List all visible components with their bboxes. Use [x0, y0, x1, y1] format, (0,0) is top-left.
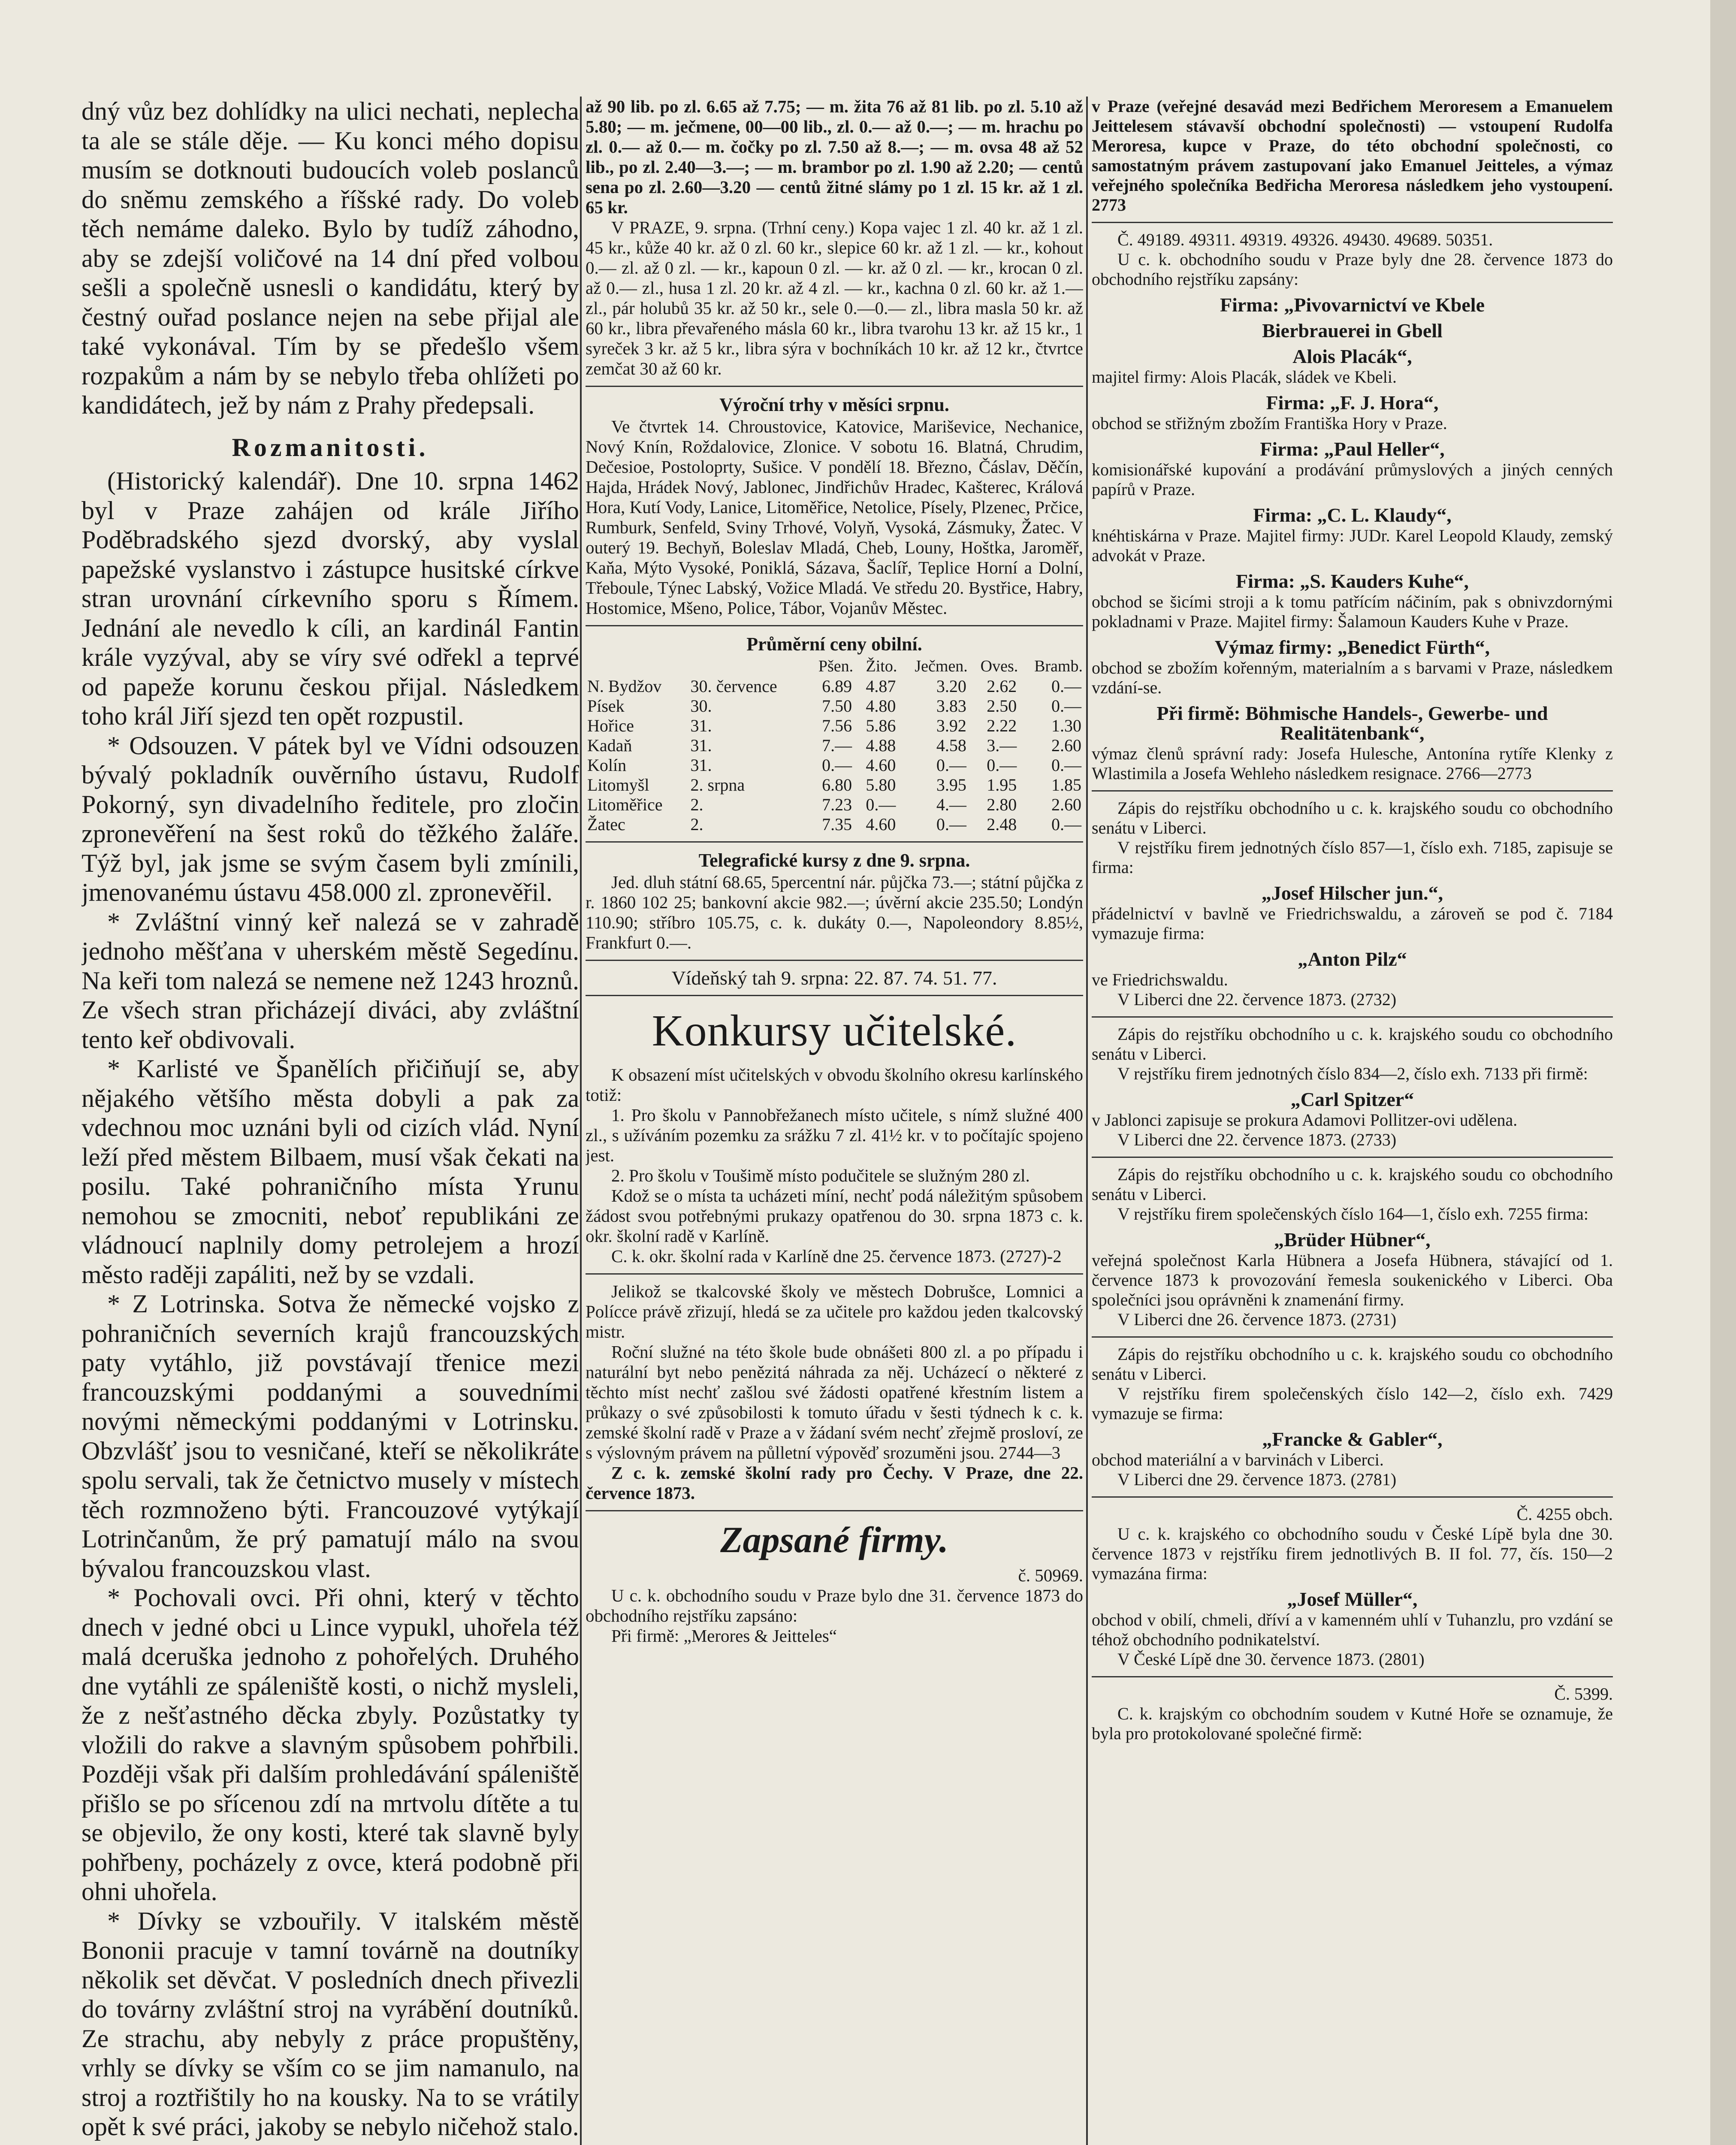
firm-name: „Josef Hilscher jun.“,	[1261, 882, 1443, 904]
table-cell: 2.48	[987, 815, 1017, 834]
table-row	[586, 755, 1083, 775]
article-paragraph: * Z Lotrinska. Sotva že německé vojsko z pohraničních severních krajů francouzských paty vytáhlo, již povstávají třenice mezi francouzskými poddanými a souvedními novými německými poddanými v Lotrinsku. Obzvlášť jsou to vesničané, kteří se několikráte spolu servali, tak že četnictvo musely v místech těch rozmnoženo býti. Francouzové vytýkají Lotrinčanům, že prý pamatují málo na svou bývalou francouzskou vlast.	[82, 1290, 579, 1583]
notice-paragraph: Z c. k. zemské školní rady pro Čechy. V Praze, dne 22. července 1873.	[586, 1463, 1083, 1503]
table-cell: 2.62	[987, 677, 1017, 696]
table-cell: 0.—	[936, 755, 966, 775]
firm-name: Alois Placák“,	[1292, 345, 1412, 367]
article-paragraph: * Pochovali ovci. Při ohni, který v těchto dnech v jedné obci u Lince vypukl, uhořela též malá dceruška jednoho z pohořelých. Druhého dne vytáhli ze spáleniště kosti, o nichž mysleli, že z nešťastného děcka zbyly. Pozůstatky ty vložili do rakve a slavným spůsobem pohřbili. Později však při dalším prohledávání spáleniště přišlo se po sřícenou zdí na mrtvolu dítěte a tu se objevilo, že ony kosti, které tak slavně byly pohřbeny, pocházely z ovce, která podobně při ohni uhořela.	[82, 1583, 579, 1906]
notice-paragraph: Roční služné na této škole bude obnášeti 800 zl. a po případu i naturální byt nebo penězitá náhrada za něj. Ucházecí o některé z těchto míst nechť zašlou své žádosti opatřené křestním listem a průkazy o své způsobilosti k tomuto úřadu v šesti týdnech k c. k. zemské školní radě v Praze a v žádaní svém nechť zřejmě prosloví, ze s výslovným právem na půlletní výpověď srozuměni jsou. 2744—3	[586, 1342, 1083, 1462]
table-row	[586, 815, 1083, 834]
registry-paragraph: ve Friedrichswaldu.	[1092, 970, 1228, 989]
table-cell: 7.50	[822, 696, 852, 716]
table-header-cell: Bramb.	[1034, 657, 1083, 675]
table-cell: 2.60	[1051, 736, 1081, 755]
registry-paragraph: v Jablonci zapisuje se prokura Adamovi Pollitzer-ovi udělena.	[1092, 1110, 1518, 1130]
notice-paragraph: 2. Pro školu v Toušimě místo podučitele se služným 280 zl.	[611, 1166, 1030, 1185]
table-cell: 5.80	[866, 775, 896, 795]
table-row	[586, 716, 1083, 736]
table-header-cell: Oves.	[980, 657, 1018, 675]
notice-number: Č. 5399.	[1554, 1684, 1613, 1704]
table-cell: 3.20	[936, 677, 966, 696]
registry-paragraph: výmaz členů správní rady: Josefa Hulesche, Antonína rytíře Klenky z Wlastimila a Josefa Wehleho následkem resignace. 2766—2773	[1092, 744, 1613, 783]
table-cell: 7.23	[822, 795, 852, 814]
firm-name: „Francke & Gabler“,	[1262, 1428, 1443, 1450]
notice-paragraph: Při firmě: „Merores & Jeitteles“	[611, 1626, 837, 1646]
table-cell: 0.—	[866, 795, 896, 814]
divider	[1092, 790, 1613, 792]
table-cell: 0.—	[1051, 677, 1081, 696]
table-cell: Kolín	[587, 755, 627, 775]
grain-price-table	[586, 656, 1083, 834]
notice-paragraph: Jelikož se tkalcovské školy ve městech Dobrušce, Lomnici a Polícce právě zřizují, hledá se za učitele pro každou jeden tkalcovský mistr.	[586, 1281, 1083, 1341]
divider	[1092, 1336, 1613, 1338]
firm-name: Firma: „C. L. Klaudy“,	[1253, 504, 1452, 526]
registry-paragraph: obchod se zbožím kořenným, materialním a s barvami v Praze, následkem vzdání-se.	[1092, 658, 1613, 697]
section-heading: Telegrafické kursy z dne 9. srpna.	[698, 850, 970, 871]
registry-paragraph: přádelnictví v bavlně ve Friedrichswaldu, a zároveň se pod č. 7184 vymazuje firma:	[1092, 904, 1613, 943]
article-paragraph: dný vůz bez dohlídky na ulici nechati, neplecha ta ale se stále děje. — Ku konci mého dopisu musím se dotknouti budoucích voleb poslanců do sněmu zemského a říšské rady. Do voleb těch nemáme daleko. Bylo by tudíž záhodno, aby se zdejší voličové na 14 dní před volbou sešli a společně usnesli o kandidátu, který by čestný ouřad poslance nejen na sebe přijal ale také vykonával. Tím by se předešlo všem rozpakům a nám by se nebylo třeba ohlížeti po kandidátech, jež by nám z Prahy předepsali.	[82, 97, 579, 419]
notice-paragraph: 1. Pro školu v Pannobřežanech místo učitele, s nímž služné 400 zl., s užíváním pozemku za srážku 7 zl. 41½ kr. v to počítajíc spojeno jest.	[586, 1105, 1083, 1165]
notice-paragraph: U c. k. obchodního soudu v Praze bylo dne 31. července 1873 do obchodního rejstříku zapsáno:	[586, 1586, 1083, 1625]
table-cell: 0.—	[1051, 696, 1081, 716]
table-cell: 2.50	[987, 696, 1017, 716]
divider	[1092, 1496, 1613, 1498]
article-paragraph: * Karlisté ve Španělích přičiňují se, aby nějakého většího města dobyli a pak za vdechnou moc uznáni byli od cizích vlád. Nyní leží před městem Bilbaem, musí však čekati na posilu. Také pohraničního místa Yrunu nemohou se zmocniti, neboť republikáni ze vládnoucí naplnily domy petrolejem a hrozí město raději zapáliti, než by se vzdali.	[82, 1054, 579, 1289]
divider	[1092, 1016, 1613, 1018]
registry-paragraph: Č. 49189. 49311. 49319. 49326. 49430. 49689. 50351.	[1117, 230, 1493, 249]
table-cell: 2. srpna	[690, 775, 745, 795]
table-cell: 3.83	[936, 696, 966, 716]
table-cell: 31.	[690, 736, 712, 755]
fairs-paragraph: Ve čtvrtek 14. Chroustovice, Katovice, Mariševice, Nechanice, Nový Knín, Roždalovice, Zlonice. V sobotu 16. Blatná, Chrudim, Dečesioe, Postoloprty, Sušice. V pondělí 18. Březno, Čáslav, Děčín, Hajda, Hrádek Nový, Jablonec, Jindřichův Hradec, Kašterec, Králová Hora, Kutí Vody, Lanice, Litoměřice, Netolice, Písely, Plzenec, Prčice, Rumburk, Senfeld, Sviny Trhové, Volyň, Vysoká, Zásmuky, Žatec. V outerý 19. Bechyň, Boleslav Mladá, Cheb, Louny, Hoštka, Jaroměř, Kaňa, Mýto Vysoké, Poniklá, Sázava, Šaclíř, Teplice Horní a Dolní, Třeboule, Týnec Labský, Vožice Mladá. Ve středu 20. Bystřice, Habry, Hostomice, Mšeno, Police, Tábor, Vojanův Městec.	[586, 417, 1083, 618]
table-cell: 1.85	[1051, 775, 1081, 795]
table-cell: 2.80	[987, 795, 1017, 814]
table-row	[586, 677, 1083, 696]
table-cell: 4.88	[866, 736, 896, 755]
firm-name: Firma: „F. J. Hora“,	[1266, 392, 1439, 414]
registry-paragraph: v Praze (veřejné desavád mezi Bedřichem Meroresem a Emanuelem Jeittelesem stávavší obchodní společnosti) — vstoupení Rudolfa Meroresa, kupce v Praze, do této obchodní společnosti, co samostatným právem zastupovaní jako Emanuel Jeitteles, a výmaz veřejného společníka Bedřicha Meroresa následkem jeho vystoupení. 2773	[1092, 97, 1613, 214]
table-cell: 31.	[690, 755, 712, 775]
divider	[586, 960, 1083, 961]
registry-paragraph: veřejná společnost Karla Hübnera a Josefa Hübnera, stávající od 1. července 1873 k provozování řemesla soukenického v Liberci. Oba společníci jsou oprávněni k znamenání firmy.	[1092, 1251, 1613, 1309]
market-paragraph: až 90 lib. po zl. 6.65 až 7.75; — m. žita 76 až 81 lib. po zl. 5.10 až 5.80; — m. ječmene, 00—00 lib., zl. 0.— až 0.—; — m. hrachu po zl. 0.— až 0.— m. čočky po zl. 7.50 až 8.—; — m. ovsa 48 až 52 lib., po zl. 2.40—3.—; — m. brambor po zl. 1.90 až 2.20; — centů sena po zl. 2.60—3.20 — centů žitné slámy po 1 zl. 15 kr. až 1 zl. 65 kr.	[586, 97, 1083, 217]
table-header-cell	[586, 656, 689, 677]
table-header-cell: Žito.	[866, 657, 897, 675]
table-header-row	[586, 656, 1083, 677]
table-cell: 1.30	[1051, 716, 1081, 735]
table-cell: 6.89	[822, 677, 852, 696]
firm-name: „Anton Pilz“	[1298, 948, 1407, 970]
divider	[586, 1273, 1083, 1275]
table-cell: Litoměřice	[587, 795, 663, 814]
registry-paragraph: V Liberci dne 22. července 1873. (2733)	[1117, 1130, 1397, 1149]
column-rule	[1086, 97, 1088, 2145]
table-cell: 4.80	[866, 696, 896, 716]
table-cell: 1.95	[987, 775, 1017, 795]
table-cell: 5.86	[866, 716, 896, 735]
lottery-draw: Vídeňský tah 9. srpna: 22. 87. 74. 51. 77.	[671, 967, 997, 989]
table-header-cell	[689, 656, 807, 677]
table-row	[586, 795, 1083, 815]
table-cell: 4.58	[936, 736, 966, 755]
registry-paragraph: U c. k. obchodního soudu v Praze byly dne 28. července 1873 do obchodního rejstříku zapsány:	[1092, 250, 1613, 289]
table-cell: 3.92	[936, 716, 966, 735]
firm-name: Firma: „S. Kauders Kuhe“,	[1235, 570, 1469, 592]
firm-name: „Josef Müller“,	[1287, 1588, 1418, 1610]
registry-paragraph: obchod v obilí, chmeli, dříví a v kamenném uhlí v Tuhanzlu, pro vzdání se téhož obchodního podnikatelství.	[1092, 1610, 1613, 1649]
registry-paragraph: C. k. krajským co obchodním soudem v Kutné Hoře se oznamuje, že byla pro protokolované společné firmě:	[1092, 1704, 1613, 1743]
section-heading-large: Zapsané firmy.	[720, 1519, 948, 1560]
table-cell: Písek	[587, 696, 625, 716]
table-cell: 7.35	[822, 815, 852, 834]
firm-name: Bierbrauerei in Gbell	[1262, 320, 1443, 341]
section-heading: Rozmanitosti.	[232, 433, 429, 462]
table-cell: 0.—	[822, 755, 852, 775]
table-cell: 4.—	[936, 795, 966, 814]
article-paragraph: * Odsouzen. V pátek byl ve Vídni odsouzen bývalý pokladník ouvěrního ústavu, Rudolf Pokorný, syn divadelního ředitele, pro zločin zpronevěření na šest roků do těžkého žaláře. Týž byl, jak jsme se svým časem byli zmínili, jmenovanému ústavu 458.000 zl. zpronevěřil.	[82, 731, 579, 906]
notice-paragraph: Kdož se o místa ta ucházeti míní, nechť podá náležitým spůsobem žádost svou potřebnými prukazy opatřenou do 30. srpna 1873 c. k. okr. školní radě v Karlíně.	[586, 1186, 1083, 1246]
registry-paragraph: knéhtiskárna v Praze. Majitel firmy: JUDr. Karel Leopold Klaudy, zemský advokát v Praze.	[1092, 526, 1613, 565]
notice-paragraph: C. k. okr. školní rada v Karlíně dne 25. července 1873. (2727)-2	[611, 1246, 1062, 1266]
firm-name: „Brüder Hübner“,	[1274, 1229, 1431, 1251]
exchange-paragraph: Jed. dluh státní 68.65, 5percentní nár. půjčka 73.—; státní půjčka z r. 1860 102 25; bankovní akcie 982.—; úvěrní akcie 235.50; Londýn 110.90; stříbro 105.75, c. k. dukáty 0.—, Napoleondory 8.85½, Frankfurt 0.—.	[586, 872, 1083, 952]
divider	[1092, 1157, 1613, 1158]
table-cell: 2.	[690, 815, 703, 834]
firm-name: „Carl Spitzer“	[1290, 1088, 1414, 1110]
table-cell: 0.—	[936, 815, 966, 834]
registry-paragraph: Zápis do rejstříku obchodního u c. k. krajského soudu co obchodního senátu v Liberci.	[1092, 1024, 1613, 1063]
registry-paragraph: komisionářské kupování a prodávání průmyslových a jiných cenných papírů v Praze.	[1092, 460, 1613, 499]
registry-paragraph: majitel firmy: Alois Placák, sládek ve Kbeli.	[1092, 367, 1397, 387]
registry-paragraph: obchod se šicími stroji a k tomu patřícím náčiním, pak s obnivzdornými pokladnami v Praze. Majitel firmy: Šalamoun Kauders Kuhe v Praze.	[1092, 592, 1613, 631]
table-cell: 7.—	[822, 736, 852, 755]
table-header-cell: Pšen.	[818, 657, 854, 675]
table-cell: Kadaň	[587, 736, 632, 755]
firm-name: Firma: „Paul Heller“,	[1260, 438, 1445, 460]
column-right	[1092, 97, 1613, 2145]
notice-paragraph: K obsazení míst učitelských v obvodu školního okresu karlínského totiž:	[586, 1065, 1083, 1105]
table-cell: 30.	[690, 696, 712, 716]
table-cell: 2.	[690, 795, 703, 814]
registry-paragraph: V České Lípě dne 30. července 1873. (2801)	[1117, 1650, 1425, 1669]
divider	[1092, 222, 1613, 223]
column-middle	[586, 97, 1083, 2145]
table-cell: 31.	[690, 716, 712, 735]
table-cell: 0.—	[1051, 755, 1081, 775]
table-row	[586, 775, 1083, 795]
registry-paragraph: V rejstříku firem jednotných číslo 857—1, číslo exh. 7185, zapisuje se firma:	[1092, 838, 1613, 877]
table-cell: 3.—	[987, 736, 1017, 755]
registry-paragraph: Zápis do rejstříku obchodního u c. k. krajského soudu co obchodního senátu v Liberci.	[1092, 1165, 1613, 1204]
registry-paragraph: V Liberci dne 22. července 1873. (2732)	[1117, 990, 1397, 1009]
divider	[586, 386, 1083, 387]
registry-paragraph: Zápis do rejstříku obchodního u c. k. krajského soudu co obchodního senátu v Liberci.	[1092, 1344, 1613, 1384]
registry-paragraph: obchod se střižným zbožím Františka Hory v Praze.	[1092, 414, 1447, 433]
section-heading: Výroční trhy v měsíci srpnu.	[719, 394, 949, 415]
article-paragraph: (Historický kalendář). Dne 10. srpna 1462 byl v Praze zahájen od krále Jiřího Poděbradského sjezd dvorský, aby vyslal papežské vyslanstvo i zástupce husitské církve stran urovnání církevního sporu s Římem. Jednání ale nevedlo k cíli, an kardinál Fantin krále vyzýval, aby se víry své odřekl a teprvé od papeže korunu českou přijal. Následkem toho král Jiří sjezd ten opět rozpustil.	[82, 467, 579, 730]
section-heading-large: Konkursy učitelské.	[652, 1006, 1017, 1055]
firm-name: Firma: „Pivovarnictví ve Kbele	[1220, 294, 1485, 316]
registry-paragraph: V Liberci dne 26. července 1873. (2731)	[1117, 1310, 1397, 1329]
market-paragraph: V PRAZE, 9. srpna. (Trhní ceny.) Kopa vajec 1 zl. 40 kr. až 1 zl. 45 kr., kůže 40 kr. až 0 zl. 60 kr., slepice 60 kr. až 1 zl. — kr., kohout 0.— zl. až 0 zl. — kr., kapoun 0 zl. — kr. až 0 zl. — kr., krocan 0 zl. až 0.— zl., husa 1 zl. 20 kr. až 4 zl. — kr., kachna 0 zl. 60 kr. až 1.— zl., pár holubů 35 kr. až 50 kr., sele 0.—0.— zl., libra masla 50 kr. až 60 kr., libra převařeného másla 60 kr., libra tvarohu 13 kr. až 15 kr., 1 syreček 3 kr. až 5 kr., libra sýra v bochníkách 10 kr. až 12 kr., čtvrtce zemčat 30 až 60 kr.	[586, 218, 1083, 378]
table-row	[586, 696, 1083, 716]
article-paragraph: * Dívky se vzbouřily. V italském městě Bononii pracuje v tamní továrně na doutníky několik set děvčat. V posledních dnech přivezli do továrny zvláštní stroj na vyrábění doutníků. Ze strachu, aby nebyly z práce propuštěny, vrhly se dívky se vším co se jim namanulo, na stroj a roztřištily ho na kousky. Na to se vrátily opět k své práci, jakoby se nebylo ničehož stalo.	[82, 1906, 579, 2141]
column-left	[82, 97, 579, 2145]
table-cell: 6.80	[822, 775, 852, 795]
divider	[1092, 1676, 1613, 1677]
notice-number: Č. 4255 obch.	[1516, 1505, 1613, 1524]
table-cell: Litomyšl	[587, 775, 649, 795]
table-cell: Hořice	[587, 716, 634, 735]
registry-paragraph: V rejstříku firem jednotných číslo 834—2, číslo exh. 7133 při firmě:	[1117, 1064, 1588, 1083]
table-cell: 7.56	[822, 716, 852, 735]
table-row	[586, 736, 1083, 755]
table-cell: 0.—	[1051, 815, 1081, 834]
table-cell: Žatec	[587, 815, 625, 834]
registry-paragraph: obchod materiální a v barvinách v Liberci.	[1092, 1450, 1384, 1469]
registry-paragraph: V rejstříku firem společenských číslo 164—1, číslo exh. 7255 firma:	[1117, 1204, 1588, 1224]
table-cell: 2.22	[987, 716, 1017, 735]
registry-paragraph: U c. k. krajského co obchodního soudu v České Lípě byla dne 30. července 1873 v rejstříku firem jednotlivých B. II fol. 77, čís. 150—2 vymazána firma:	[1092, 1524, 1613, 1583]
divider	[586, 1510, 1083, 1511]
table-header-cell: Ječmen.	[915, 657, 968, 675]
divider	[586, 995, 1083, 996]
table-cell: N. Bydžov	[587, 677, 662, 696]
table-cell: 0.—	[987, 755, 1017, 775]
registry-paragraph: Zápis do rejstříku obchodního u c. k. krajského soudu co obchodního senátu v Liberci.	[1092, 798, 1613, 837]
divider	[586, 841, 1083, 843]
table-cell: 4.60	[866, 755, 896, 775]
table-cell: 3.95	[936, 775, 966, 795]
table-cell: 2.60	[1051, 795, 1081, 814]
table-cell: 4.60	[866, 815, 896, 834]
firm-name: Výmaz firmy: „Benedict Fürth“,	[1214, 636, 1490, 658]
article-paragraph: * Zvláštní vinný keř nalezá se v zahradě jednoho měšťana v uherském městě Segedínu. Na keři tom nalezá se nemene než 1243 hroznů. Ze všech stran přicházejí diváci, aby zvláštní tento keř obdivovali.	[82, 907, 579, 1054]
registry-paragraph: V rejstříku firem společenských číslo 142—2, číslo exh. 7429 vymazuje se firma:	[1092, 1384, 1613, 1423]
firm-name: Při firmě: Böhmische Handels-, Gewerbe- und Realitätenbank“,	[1156, 702, 1548, 744]
column-rule	[580, 97, 582, 2145]
page-edge	[1710, 0, 1736, 2145]
section-heading: Průměrní ceny obilní.	[746, 634, 922, 655]
notice-number: č. 50969.	[1018, 1565, 1083, 1585]
registry-paragraph: V Liberci dne 29. července 1873. (2781)	[1117, 1470, 1397, 1489]
divider	[586, 625, 1083, 626]
table-cell: 30. července	[690, 677, 777, 696]
table-cell: 4.87	[866, 677, 896, 696]
